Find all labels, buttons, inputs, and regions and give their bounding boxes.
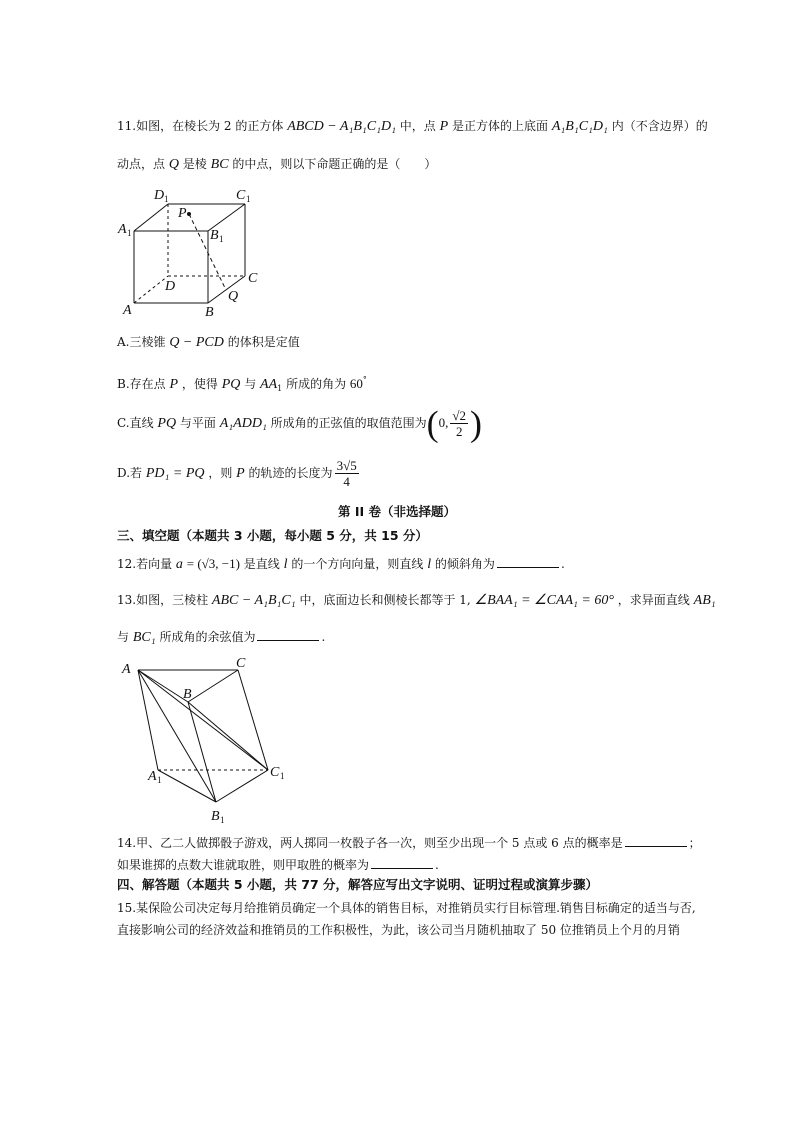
label-p: P [178, 206, 187, 221]
q11-text: 是正方体的上底面 [452, 119, 549, 133]
edge-bc: BC [210, 157, 229, 172]
option-text: 与 [244, 377, 257, 391]
line-l: l [283, 557, 288, 572]
cube-name: ABCD − A₁B₁C₁D₁ [287, 119, 396, 134]
option-text: D.若 [117, 466, 143, 480]
q13-text: 所成角的余弦值为 [159, 630, 256, 644]
label-b1: B [211, 809, 220, 824]
answer-blank[interactable] [625, 834, 687, 847]
label-c: C [248, 271, 258, 286]
answer-blank[interactable] [257, 628, 319, 641]
prism-name: ABC − A₁B₁C₁ [211, 593, 296, 608]
subscript: 1 [127, 228, 132, 238]
top-face: A₁B₁C₁D₁ [551, 119, 608, 134]
fraction: $\frac{3√5}{4}$ [336, 458, 357, 489]
option-expr: Q − PCD [169, 335, 224, 350]
q11-option-c: C.直线 PQ 与平面 A₁ADD₁ 所成角的正弦值的取值范围为(0, $\frac{√2}{2}$ ) [117, 403, 483, 444]
q11-text: 的中点，则以下命题正确的是（ ） [232, 157, 437, 171]
q13-text: 与 [117, 630, 130, 644]
q14-line1: 14.甲、乙二人做掷骰子游戏，两人掷同一枚骰子各一次，则至少出现一个 5 点或 6 点的概率是 ； [117, 836, 701, 850]
q12-text: 12.若向量 [117, 557, 173, 571]
option-text: A.三棱锥 [117, 335, 166, 349]
q13-text: 13.如图，三棱柱 [117, 593, 209, 607]
line-l: l [427, 557, 432, 572]
label-b: B [183, 687, 192, 702]
line-ab1: AB₁ [693, 593, 716, 608]
subscript: 1 [220, 815, 225, 825]
option-text: 所成的角为 [286, 377, 347, 391]
option-expr: P [169, 377, 179, 392]
option-expr: AA [260, 377, 278, 392]
q12-line: 12.若向量 a = (√3, −1) 是直线 l 的一个方向向量，则直线 l 的倾斜角为 . [117, 556, 565, 572]
subscript: 1 [219, 234, 224, 244]
option-text: 的体积是定值 [227, 335, 300, 349]
interval-start: 0, [438, 415, 449, 430]
line-bc1: BC₁ [132, 630, 156, 645]
q13-text: 中，底面边长和侧棱长都等于 1, [299, 593, 471, 607]
label-c: C [236, 656, 246, 671]
q11-text: 中，点 [399, 119, 436, 133]
option-text: B.存在点 [117, 377, 166, 391]
q14-text: 如果谁掷的点数大谁就取胜，则甲取胜的概率为 [117, 858, 370, 872]
q14-text: 14.甲、乙二人做掷骰子游戏，两人掷同一枚骰子各一次，则至少出现一个 5 点或 6 点的概率是 [117, 836, 623, 850]
label-d: D [165, 279, 176, 294]
option-expr: P [236, 466, 245, 481]
q14-line2: 如果谁掷的点数大谁就取胜，则甲取胜的概率为 . [117, 858, 439, 872]
option-text: ，使得 [181, 377, 218, 391]
point-p: P [439, 119, 449, 134]
q11-option-b: B.存在点 P ，使得 PQ 与 $AA_1$ 所成的角为 60° [117, 375, 367, 393]
angle-condition: ∠BAA₁ = ∠CAA₁ = 60° [474, 593, 614, 608]
label-a1: A [148, 769, 157, 784]
label-c1: C [236, 188, 246, 203]
q11-line2 [117, 156, 436, 173]
q15-line2: 直接影响公司的经济效益和推销员的工作积极性，为此，该公司当月随机抽取了 50 位推销员上个月的月销 [117, 923, 680, 937]
angle-value: 60 [349, 376, 363, 391]
label-a: A [122, 662, 131, 677]
fraction: $\frac{√2}{2}$ [452, 408, 467, 439]
q12-text: 是直线 [243, 557, 280, 571]
label-a1: A [118, 222, 127, 237]
q12-text: 的倾斜角为 [434, 557, 495, 571]
label-b: B [205, 305, 214, 320]
label-d1: D [154, 188, 165, 203]
prism-figure [112, 652, 302, 827]
q13-text: ，求异面直线 [617, 593, 690, 607]
option-text: 所成角的正弦值的取值范围为 [270, 416, 427, 430]
q15-line1: 15.某保险公司决定每月给推销员确定一个具体的销售目标，对推销员实行目标管理.销售目标确定的适当与否, [117, 901, 696, 915]
q11-text: 11.如图，在棱长为 2 的正方体 [117, 119, 284, 133]
section-2-title: 第 II 卷（非选择题） [337, 504, 456, 519]
q11-line1 [117, 118, 708, 135]
answer-blank[interactable] [497, 555, 559, 568]
label-a: A [123, 303, 132, 318]
q11-text: 内（不含边界）的 [611, 119, 708, 133]
q11-option-d [117, 458, 361, 489]
cube-figure [112, 182, 272, 322]
section-4-title: 四、解答题（本题共 5 小题，共 77 分，解答应写出文字说明、证明过程或演算步骤） [117, 877, 599, 892]
option-text: 的轨迹的长度为 [248, 466, 333, 480]
label-c1: C [270, 765, 280, 780]
option-text: 与平面 [179, 416, 216, 430]
option-text: C.直线 [117, 416, 154, 430]
label-q: Q [228, 289, 239, 304]
label-b1: B [210, 228, 219, 243]
option-expr: PQ [221, 377, 241, 392]
q11-text: 动点，点 [117, 157, 166, 171]
answer-blank[interactable] [371, 856, 433, 869]
subscript: 1 [157, 775, 162, 785]
q13-line1 [117, 592, 716, 609]
option-text: ，则 [208, 466, 233, 480]
point-q: Q [168, 157, 179, 172]
vector-a: a [175, 557, 183, 572]
subscript: 1 [280, 771, 285, 781]
q13-line2: 与 BC₁ 所成角的余弦值为 . [117, 630, 326, 645]
subscript: 1 [246, 194, 251, 204]
vector-value: = (√3, −1) [186, 556, 240, 571]
q12-text: 的一个方向向量，则直线 [291, 557, 424, 571]
q11-text: 是棱 [182, 157, 207, 171]
option-expr: PD₁ = PQ [145, 466, 205, 481]
option-expr: A₁ADD₁ [219, 416, 267, 431]
subscript: 1 [164, 194, 169, 204]
section-3-title: 三、填空题（本题共 3 小题，每小题 5 分，共 15 分） [117, 528, 428, 543]
q11-option-a [117, 334, 300, 351]
option-expr: PQ [157, 416, 177, 431]
